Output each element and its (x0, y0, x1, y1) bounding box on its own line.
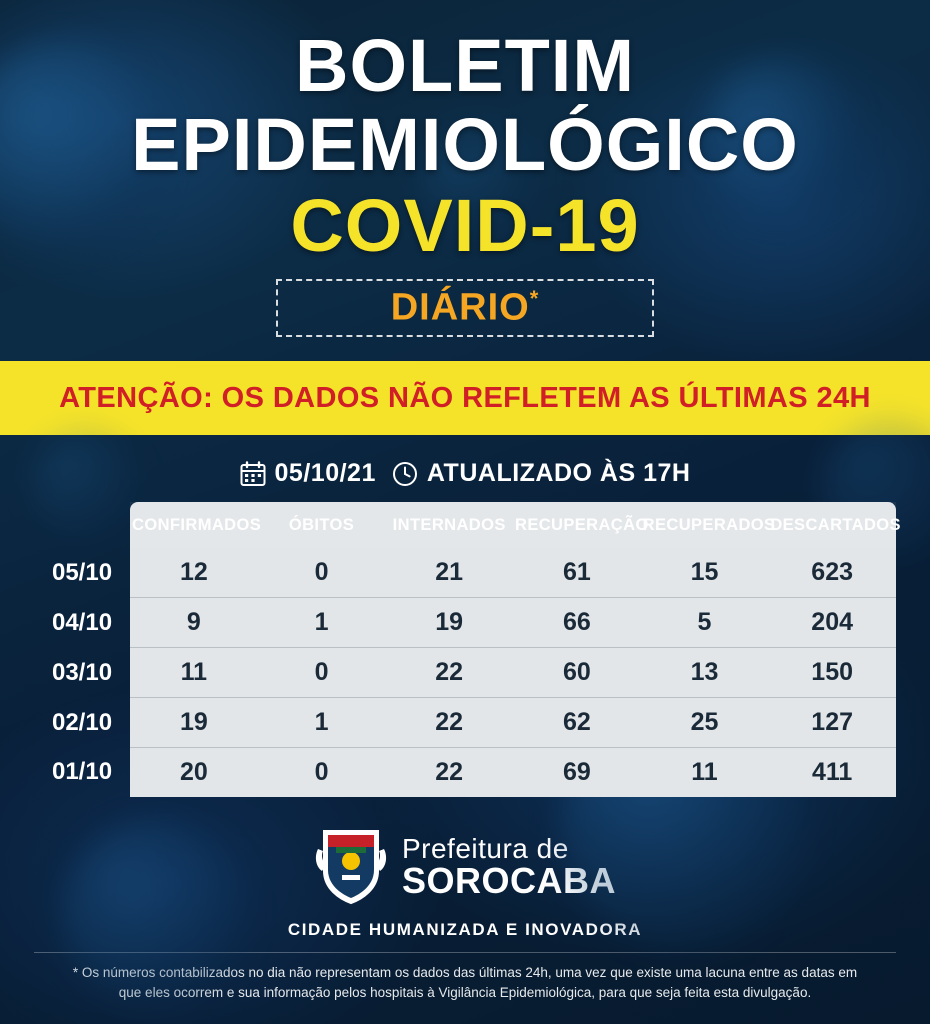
table-cell: 0 (258, 648, 386, 698)
bulletin-date: 05/10/21 (274, 459, 376, 488)
footer-divider (34, 952, 896, 953)
table-row-label: 04/10 (51, 608, 113, 636)
footnote: * Os números contabilizados no dia não representam os dados das últimas 24h, uma vez que existe uma lacuna entre as datas em que eles ocorrem e sua informação pelos hospitais à Vigilância Epidemiológica, para que seja feita esta divulgação. (72, 965, 858, 1000)
table-cell: 61 (513, 548, 641, 598)
title-line-1: BOLETIM (295, 24, 635, 107)
brand-logo (0, 823, 930, 912)
table-cell: 22 (385, 648, 513, 698)
table-cell: 150 (768, 648, 896, 698)
table-header (34, 502, 901, 548)
table-row-label: 03/10 (51, 658, 113, 686)
table-cell: 13 (641, 648, 769, 698)
brand-text (401, 832, 616, 902)
table-row (34, 548, 896, 598)
covid-data-table (34, 502, 901, 797)
warning-text: ATENÇÃO: OS DADOS NÃO REFLETEM AS ÚLTIMAS 24H (59, 381, 871, 414)
title-line-2: EPIDEMIOLÓGICO (131, 102, 799, 186)
table-column-header: ÓBITOS (258, 502, 386, 548)
table-cell: 0 (258, 748, 386, 798)
brand-line-2: SOROCABA (401, 860, 616, 902)
clock-icon (392, 461, 418, 487)
table-cell: 0 (258, 548, 386, 598)
table-row (34, 698, 896, 748)
data-table-area (34, 502, 901, 797)
table-cell: 25 (641, 698, 769, 748)
table-cell: 62 (513, 698, 641, 748)
table-cell: 11 (641, 748, 769, 798)
table-row-label: 01/10 (51, 758, 113, 786)
table-cell: 1 (258, 598, 386, 648)
table-cell: 1 (258, 698, 386, 748)
meta-row (0, 459, 930, 488)
daily-badge-text: DIÁRIO (390, 286, 530, 329)
table-corner-cell (34, 502, 130, 548)
table-cell: 20 (130, 748, 258, 798)
calendar-icon (240, 461, 266, 487)
table-cell: 204 (768, 598, 896, 648)
table-column-header: INTERNADOS (385, 502, 513, 548)
daily-badge (276, 279, 654, 337)
table-cell: 22 (385, 748, 513, 798)
table-column-header: RECUPERADOS (641, 502, 769, 548)
table-header-row (34, 502, 896, 548)
date-group (240, 459, 376, 488)
table-body (34, 548, 896, 797)
table-column-header: CONFIRMADOS (130, 502, 258, 548)
updated-group (392, 459, 691, 488)
table-row-label: 05/10 (51, 558, 113, 586)
poster-footer (0, 823, 930, 1002)
table-cell: 66 (513, 598, 641, 648)
table-cell: 15 (641, 548, 769, 598)
table-cell: 623 (768, 548, 896, 598)
warning-banner (0, 361, 930, 435)
table-cell: 11 (130, 648, 258, 698)
table-row (34, 598, 896, 648)
table-cell: 21 (385, 548, 513, 598)
brand-line-1: Prefeitura de (401, 832, 569, 864)
updated-time: ATUALIZADO ÀS 17H (426, 459, 691, 488)
table-row (34, 648, 896, 698)
table-cell: 69 (513, 748, 641, 798)
table-cell: 411 (768, 748, 896, 798)
table-column-header: DESCARTADOS (768, 502, 896, 548)
table-cell: 22 (385, 698, 513, 748)
table-cell: 127 (768, 698, 896, 748)
brand-slogan: CIDADE HUMANIZADA E INOVADORA (287, 920, 643, 940)
daily-badge-asterisk: * (529, 286, 540, 312)
table-cell: 9 (130, 598, 258, 648)
poster-header (0, 0, 930, 337)
table-cell: 12 (130, 548, 258, 598)
daily-badge-label (391, 286, 540, 330)
table-row-label: 02/10 (51, 708, 113, 736)
sorocaba-coat-of-arms-icon (314, 823, 388, 912)
table-cell: 19 (130, 698, 258, 748)
table-row (34, 748, 896, 798)
title-line-3: COVID-19 (290, 184, 640, 268)
table-cell: 60 (513, 648, 641, 698)
table-cell: 5 (641, 598, 769, 648)
table-cell: 19 (385, 598, 513, 648)
table-column-header: RECUPERAÇÃO (513, 502, 641, 548)
